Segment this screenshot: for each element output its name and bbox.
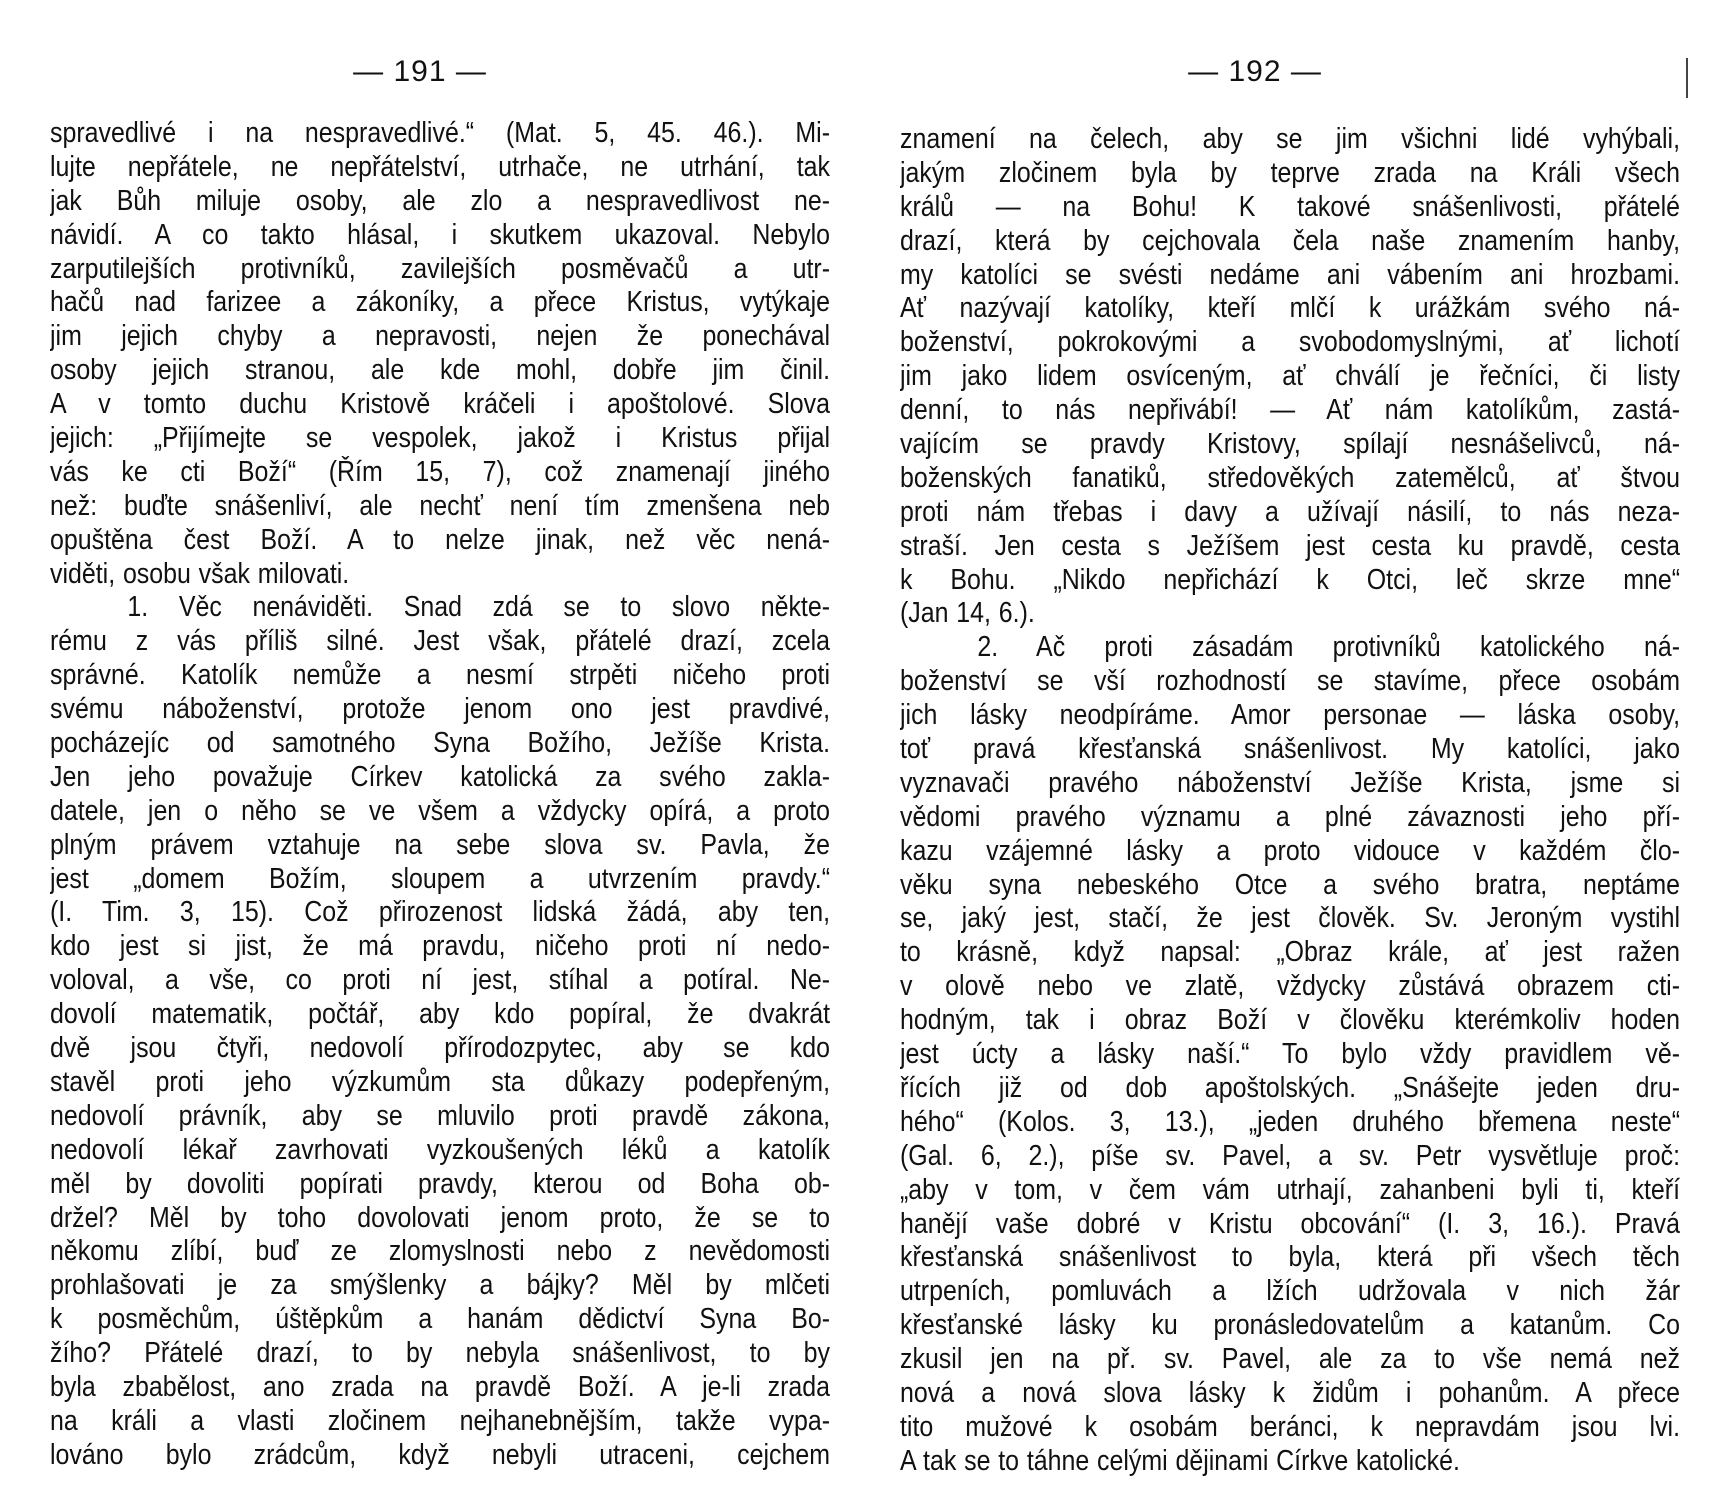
text-line: jejich: „Přijímejte se vespolek, jakož i Kristus přijal	[50, 422, 831, 455]
text-line: jim jako lidem osvíceným, ať chválí je řečníci, či listy	[900, 360, 1681, 393]
text-line: lujte nepřátele, ne nepřátelství, utrhače, ne utrhání, tak	[50, 150, 831, 183]
text-line: dovolí matematik, počtář, aby kdo popíral, že dvakrát	[50, 998, 831, 1031]
text-line: řících již od dob apoštolských. „Snášejte jeden dru-	[900, 1071, 1681, 1104]
text-line: vajícím se pravdy Kristovy, spílají nesnášelivců, ná-	[900, 428, 1681, 461]
left-page-text	[50, 117, 830, 1473]
text-line: plným právem vztahuje na sebe slova sv. Pavla, že	[50, 828, 831, 861]
text-line: Jen jeho považuje Církev katolická za svého zakla-	[50, 760, 831, 793]
text-line: 2. Ač proti zásadám protivníků katolického ná-	[977, 631, 1681, 664]
text-line: „aby v tom, v čem vám utrhají, zahanbeni byli ti, kteří	[900, 1173, 1681, 1206]
text-line: jich lásky neodpíráme. Amor personae — láska osoby,	[900, 699, 1681, 732]
right-page-text	[900, 123, 1680, 1479]
text-line: držel? Měl by toho dovolovati jenom proto, že se to	[50, 1201, 831, 1234]
text-line: křesťanské lásky ku pronásledovatelům a katanům. Co	[900, 1309, 1681, 1342]
text-line: stavěl proti jeho výzkumům sta důkazy podepřeným,	[50, 1065, 831, 1098]
text-line: (Gal. 6, 2.), píše sv. Pavel, a sv. Petr vysvětluje proč:	[900, 1139, 1681, 1172]
text-line: hačů nad farizee a zákoníky, a přece Kristus, vytýkaje	[50, 286, 831, 319]
text-line: proti nám třebas i davy a užívají násilí, to nás neza-	[900, 495, 1681, 528]
text-line: lováno bylo zrádcům, když nebyli utraceni, cejchem	[50, 1438, 831, 1471]
text-line: vyznavači pravého náboženství Ježíše Krista, jsme si	[900, 766, 1681, 799]
text-line: vědomi pravého významu a plné závaznosti jeho pří-	[900, 800, 1681, 833]
text-line: zarputilejších protivníků, zavilejších posměvačů a utr-	[50, 252, 831, 285]
text-line: pocházejíc od samotného Syna Božího, Ježíše Krista.	[50, 727, 831, 760]
text-line: denní, to nás nepřivábí! — Ať nám katolíkům, zastá-	[900, 394, 1681, 427]
text-line: někomu zlíbí, buď ze zlomyslnosti nebo z nevědomosti	[50, 1235, 831, 1268]
text-line: k posměchům, úštěpkům a hanám dědictví Syna Bo-	[50, 1303, 831, 1336]
text-line: spravedlivé i na nespravedlivé.“ (Mat. 5, 45. 46.). Mi-	[50, 117, 831, 149]
page-number-191: — 191 —	[353, 55, 487, 88]
text-line: straší. Jen cesta s Ježíšem jest cesta ku pravdě, cesta	[900, 529, 1681, 562]
text-line: jest „domem Božím, sloupem a utvrzením pravdy.“	[50, 862, 831, 895]
text-line: hého“ (Kolos. 3, 13.), „jeden druhého břemena neste“	[900, 1105, 1681, 1138]
text-line: datele, jen o něho se ve všem a vždycky opírá, a proto	[50, 794, 831, 827]
text-line: na králi a vlasti zločinem nejhanebnějším, takže vypa-	[50, 1404, 831, 1437]
text-line: žího? Přátelé drazí, to by nebyla snášenlivost, to by	[50, 1337, 831, 1370]
text-line: nedovolí právník, aby se mluvilo proti pravdě zákona,	[50, 1099, 831, 1132]
text-line: křesťanská snášenlivost to byla, která při všech těch	[900, 1241, 1681, 1274]
text-line: svému náboženství, protože jenom ono jest pravdivé,	[50, 693, 831, 726]
text-line: viděti, osobu však milovati.	[50, 557, 350, 590]
text-line: utrpeních, pomluvách a lžích udržovala v nich žár	[900, 1275, 1681, 1308]
text-line: (Jan 14, 6.).	[900, 597, 1035, 630]
text-line: byla zbabělost, ano zrada na pravdě Boží. A je-li zrada	[50, 1370, 831, 1403]
text-line: se, jaký jest, stačí, že jest člověk. Sv. Jeroným vystihl	[900, 902, 1681, 935]
text-line: jak Bůh miluje osoby, ale zlo a nespravedlivost ne-	[50, 184, 831, 217]
text-line: tito mužové k osobám beránci, k nepravdám jsou lvi.	[900, 1410, 1681, 1443]
text-line: jim jejich chyby a nepravosti, nejen že ponechával	[50, 320, 831, 353]
text-line: jest úcty a lásky naší.“ To bylo vždy pravidlem vě-	[900, 1038, 1681, 1071]
text-line: k Bohu. „Nikdo nepřichází k Otci, leč skrze mne“	[900, 563, 1681, 596]
text-line: králů — na Bohu! K takové snášenlivosti, přátelé	[900, 190, 1681, 223]
text-line: hodným, tak i obraz Boží v člověku kterémkoliv hoden	[900, 1004, 1681, 1037]
text-line: (I. Tim. 3, 15). Což přirozenost lidská žádá, aby ten,	[50, 896, 831, 929]
text-line: A v tomto duchu Kristově kráčeli i apoštolové. Slova	[50, 388, 831, 421]
text-line: návidí. A co takto hlásal, i skutkem ukazoval. Nebylo	[50, 218, 831, 251]
text-line: zkusil jen na př. sv. Pavel, ale za to vše nemá než	[900, 1343, 1681, 1376]
text-line: kdo jest si jist, že má pravdu, ničeho proti ní nedo-	[50, 930, 831, 963]
text-line: to krásně, když napsal: „Obraz krále, ať jest ražen	[900, 936, 1681, 969]
text-line: jakým zločinem byla by teprve zrada na Králi všech	[900, 156, 1681, 189]
text-line: nová a nová slova lásky k židům i pohanům. A přece	[900, 1376, 1681, 1409]
text-line: 1. Věc nenáviděti. Snad zdá se to slovo někte-	[127, 591, 831, 624]
page-number-192: — 192 —	[1188, 55, 1322, 88]
text-line: opuštěna čest Boží. A to nelze jinak, než věc nená-	[50, 523, 831, 556]
text-line: kazu vzájemné lásky a proto vidouce v každém člo-	[900, 834, 1681, 867]
text-line: dvě jsou čtyři, nedovolí přírodozpytec, aby se kdo	[50, 1032, 831, 1065]
text-line: nedovolí lékař zavrhovati vyzkoušených léků a katolík	[50, 1133, 831, 1166]
text-line: my katolíci se svésti nedáme ani vábením ani hrozbami.	[900, 258, 1681, 291]
text-line: rému z vás příliš silné. Jest však, přátelé drazí, zcela	[50, 625, 831, 658]
text-line: boženských fanatiků, středověkých zatemělců, ať štvou	[900, 461, 1681, 494]
left-page	[50, 0, 830, 1500]
text-line: voloval, a vše, co proti ní jest, stíhal a potíral. Ne-	[50, 964, 831, 997]
text-line: měl by dovoliti popírati pravdy, kterou od Boha ob-	[50, 1167, 831, 1200]
text-line: boženství, pokrokovými a svobodomyslnými, ať lichotí	[900, 326, 1681, 359]
text-line: osoby jejich stranou, ale kde mohl, dobře jim činil.	[50, 354, 831, 387]
text-line: než: buďte snášenliví, ale nechť není tím zmenšena neb	[50, 489, 831, 522]
text-line: Ať nazývají katolíky, kteří mlčí k urážkám svého ná-	[900, 292, 1681, 325]
text-line: v olově nebo ve zlatě, vždycky zůstává obrazem cti-	[900, 970, 1681, 1003]
text-line: drazí, která by cejchovala čela naše znamením hanby,	[900, 224, 1681, 257]
text-line: znamení na čelech, aby se jim všichni lidé vyhýbali,	[900, 123, 1681, 155]
text-line: správné. Katolík nemůže a nesmí strpěti ničeho proti	[50, 659, 831, 692]
text-line: boženství se vší rozhodností se stavíme, přece osobám	[900, 665, 1681, 698]
text-line: hanějí vaše dobré v Kristu obcování“ (I. 3, 16.). Pravá	[900, 1207, 1681, 1240]
text-line: vás ke cti Boží“ (Řím 15, 7), což znamenají jiného	[50, 455, 831, 488]
text-line: toť pravá křesťanská snášenlivost. My katolíci, jako	[900, 733, 1681, 766]
page-edge-mark	[1686, 58, 1688, 98]
text-line: A tak se to táhne celými dějinami Církve katolické.	[900, 1444, 1460, 1477]
text-line: prohlašovati je za smýšlenky a bájky? Měl by mlčeti	[50, 1269, 831, 1302]
text-line: věku syna nebeského Otce a svého bratra, neptáme	[900, 868, 1681, 901]
right-page	[900, 0, 1680, 1500]
